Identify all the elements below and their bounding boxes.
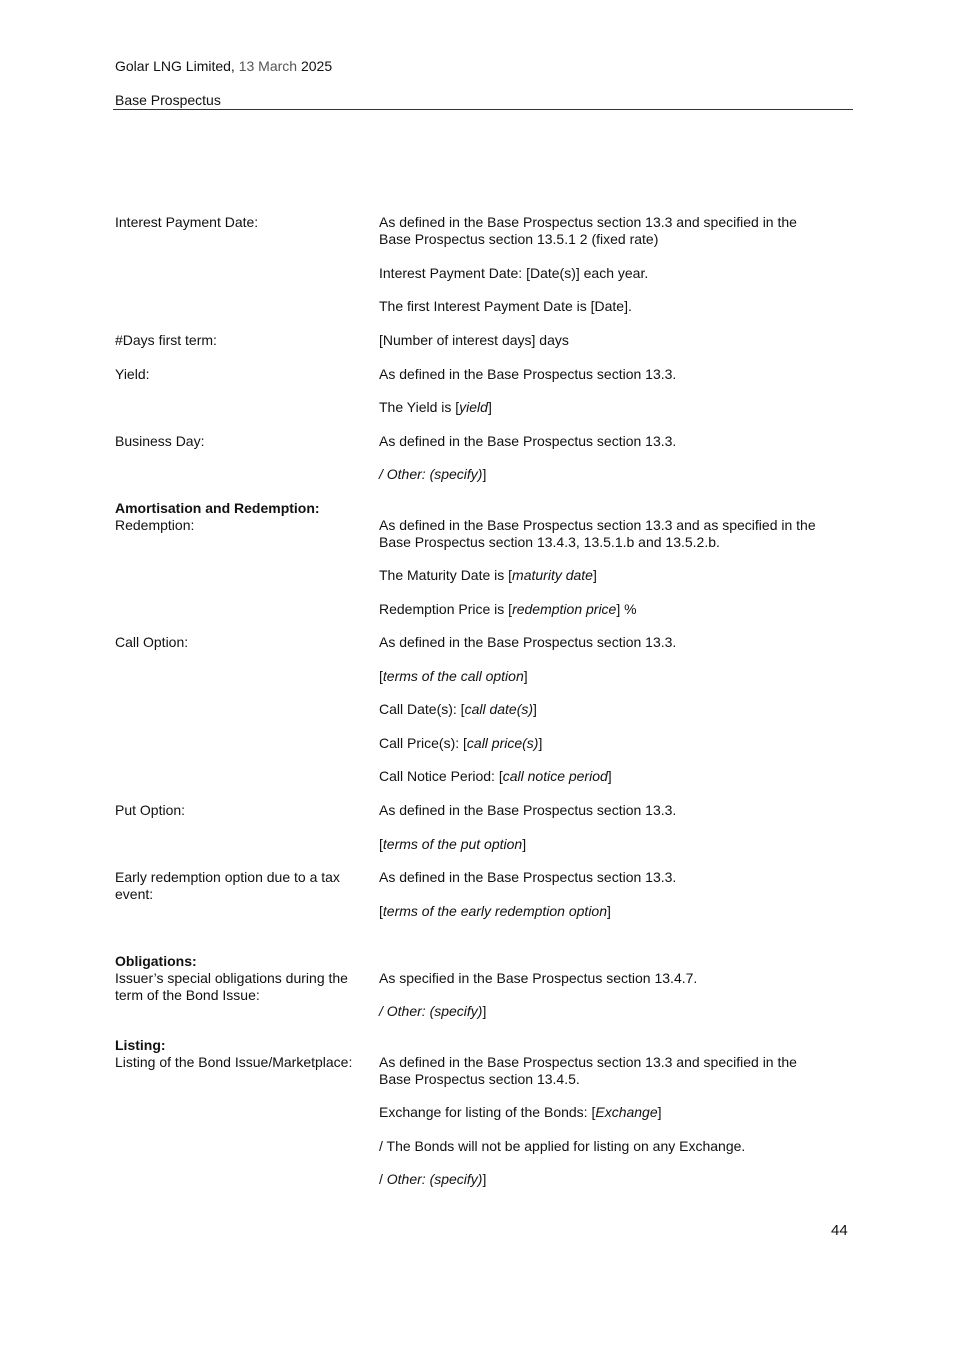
call-option-terms: [terms of the call option] [379, 668, 528, 684]
redemption-price-text: Redemption Price is [redemption price] % [379, 601, 637, 617]
listing-other: / Other: (specify)] [379, 1171, 487, 1187]
listing-not-applied: / The Bonds will not be applied for listing on any Exchange. [379, 1138, 746, 1154]
interest-payment-date-line1: As defined in the Base Prospectus section 13.3 and specified in the [379, 214, 797, 230]
early-redemption-label-line1: Early redemption option due to a tax [115, 869, 340, 885]
redemption-label: Redemption: [115, 517, 195, 533]
put-option-label: Put Option: [115, 802, 186, 818]
document-title: Base Prospectus [115, 92, 221, 108]
header-divider [113, 109, 853, 110]
call-option-label: Call Option: [115, 634, 189, 650]
days-first-term-value: [Number of interest days] days [379, 332, 569, 348]
listing-exchange: Exchange for listing of the Bonds: [Exchange] [379, 1104, 662, 1120]
page-number: 44 [831, 1222, 848, 1239]
business-day-value: As defined in the Base Prospectus section 13.3. [379, 433, 677, 449]
early-redemption-value: As defined in the Base Prospectus section 13.3. [379, 869, 677, 885]
header-year: 2025 [300, 58, 333, 74]
days-first-term-label: #Days first term: [115, 332, 217, 348]
yield-label: Yield: [115, 366, 150, 382]
obligations-label-line2: term of the Bond Issue: [115, 987, 260, 1003]
redemption-line2: Base Prospectus section 13.4.3, 13.5.1.b and 13.5.2.b. [379, 534, 720, 550]
redemption-line1: As defined in the Base Prospectus section 13.3 and as specified in the [379, 517, 816, 533]
obligations-value: As specified in the Base Prospectus section 13.4.7. [379, 970, 698, 986]
interest-payment-date-para2: Interest Payment Date: [Date(s)] each year. [379, 265, 649, 281]
interest-payment-date-para3: The first Interest Payment Date is [Date]. [379, 298, 632, 314]
company-name: Golar LNG Limited, [115, 58, 235, 74]
maturity-date-text: The Maturity Date is [maturity date] [379, 567, 597, 583]
put-option-value: As defined in the Base Prospectus section 13.3. [379, 802, 677, 818]
header-date: 13 March [238, 58, 298, 74]
header-company-date [115, 58, 332, 75]
early-redemption-label-line2: event: [115, 886, 154, 902]
call-notice-period: Call Notice Period: [call notice period] [379, 768, 612, 784]
early-redemption-terms: [terms of the early redemption option] [379, 903, 611, 919]
call-option-value: As defined in the Base Prospectus section 13.3. [379, 634, 677, 650]
business-day-label: Business Day: [115, 433, 205, 449]
interest-payment-date-label: Interest Payment Date: [115, 214, 259, 230]
obligations-heading: Obligations: [115, 953, 197, 969]
obligations-label-line1: Issuer’s special obligations during the [115, 970, 348, 986]
listing-line1: As defined in the Base Prospectus section 13.3 and specified in the [379, 1054, 797, 1070]
obligations-other: / Other: (specify)] [379, 1003, 487, 1019]
put-option-terms: [terms of the put option] [379, 836, 527, 852]
yield-para2: The Yield is [yield] [379, 399, 492, 415]
call-dates: Call Date(s): [call date(s)] [379, 701, 537, 717]
listing-label: Listing of the Bond Issue/Marketplace: [115, 1054, 353, 1070]
listing-line2: Base Prospectus section 13.4.5. [379, 1071, 580, 1087]
interest-payment-date-line2: Base Prospectus section 13.5.1 2 (fixed rate) [379, 231, 659, 247]
yield-value: As defined in the Base Prospectus section 13.3. [379, 366, 677, 382]
business-day-para2: / Other: (specify)] [379, 466, 487, 482]
amortisation-heading: Amortisation and Redemption: [115, 500, 320, 516]
listing-heading: Listing: [115, 1037, 166, 1053]
call-prices: Call Price(s): [call price(s)] [379, 735, 543, 751]
